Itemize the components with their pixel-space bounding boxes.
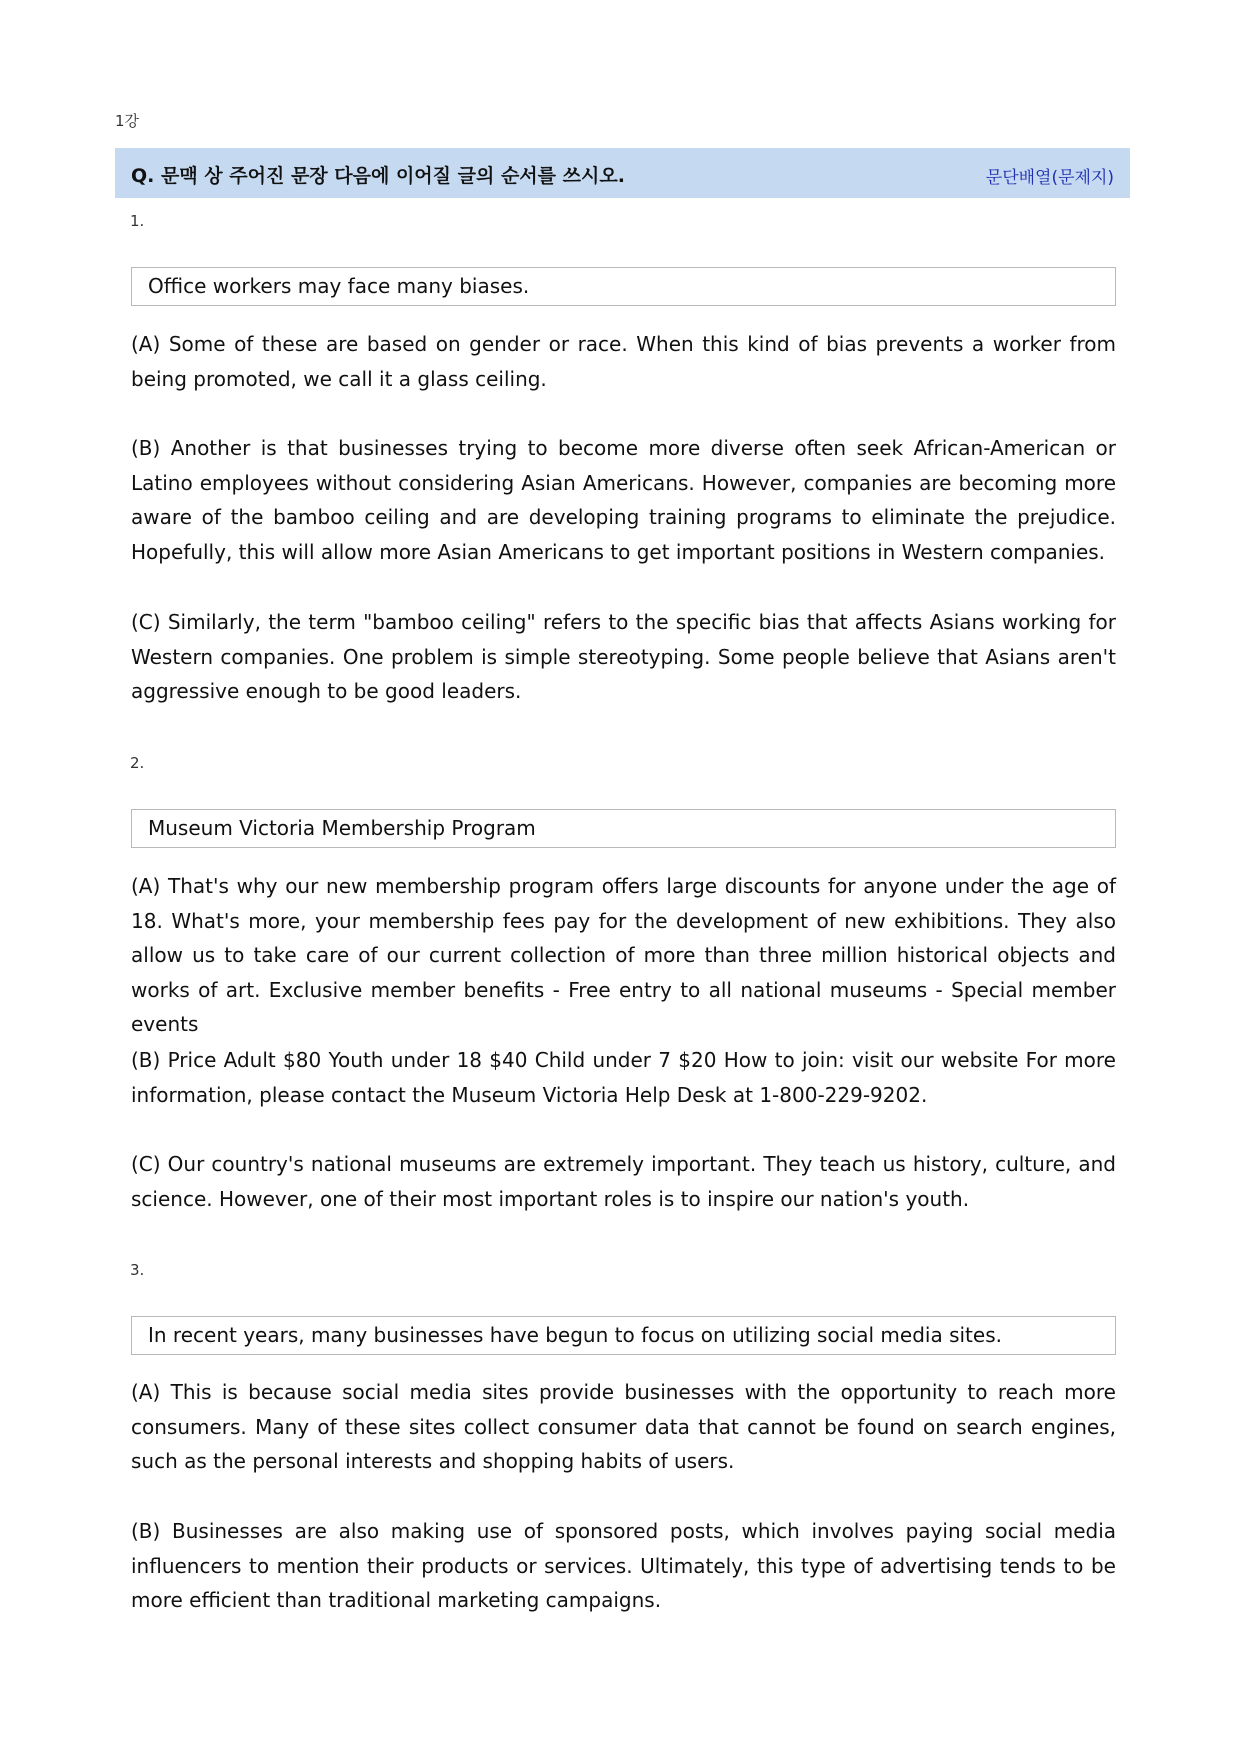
given-sentence-box: Office workers may face many biases. [131, 267, 1116, 306]
paragraph-b: (B) Another is that businesses trying to become more diverse often seek African-American or Latino employees without considering Asian Americans. However, companies are becoming more aware of the bamboo ceiling and are developing training programs to eliminate the prejudice. Hopefully, this will allow more Asian Americans to get important positions in Western companies. [131, 436, 1116, 564]
lesson-label: 1강 [115, 112, 140, 130]
paragraph-b: (B) Price Adult $80 Youth under 18 $40 Child under 7 $20 How to join: visit our website For more information, please contact the Museum Victoria Help Desk at 1-800-229-9202. [131, 1048, 1116, 1107]
question-number: 2. [130, 754, 145, 772]
paragraph-b: (B) Businesses are also making use of sponsored posts, which involves paying social media influencers to mention their products or services. Ultimately, this type of advertising tends to be more efficient than traditional marketing campaigns. [131, 1519, 1116, 1612]
question-number: 3. [130, 1261, 145, 1279]
paragraph-a: (A) Some of these are based on gender or race. When this kind of bias prevents a worker from being promoted, we call it a glass ceiling. [131, 332, 1116, 391]
paragraph-a: (A) This is because social media sites provide businesses with the opportunity to reach more consumers. Many of these sites collect consumer data that cannot be found on search engines, such as the personal interests and shopping habits of users. [131, 1380, 1116, 1473]
given-sentence-box: Museum Victoria Membership Program [131, 809, 1116, 848]
question-instruction: Q. 문맥 상 주어진 문장 다음에 이어질 글의 순서를 쓰시오. [131, 165, 625, 187]
question-header-bar [115, 148, 1130, 198]
question-type-label: 문단배열(문제지) [985, 168, 1114, 188]
question-number: 1. [130, 212, 145, 230]
given-sentence-box: In recent years, many businesses have begun to focus on utilizing social media sites. [131, 1316, 1116, 1355]
paragraph-c: (C) Similarly, the term "bamboo ceiling" refers to the specific bias that affects Asians working for Western companies. One problem is simple stereotyping. Some people believe that Asians aren't aggressive enough to be good leaders. [131, 610, 1116, 703]
paragraph-c: (C) Our country's national museums are extremely important. They teach us history, culture, and science. However, one of their most important roles is to inspire our nation's youth. [131, 1152, 1116, 1211]
paragraph-a: (A) That's why our new membership program offers large discounts for anyone under the age of 18. What's more, your membership fees pay for the development of new exhibitions. They also allow us to take care of our current collection of more than three million historical objects and works of art. Exclusive member benefits - Free entry to all national museums - Special member events [131, 874, 1116, 1036]
